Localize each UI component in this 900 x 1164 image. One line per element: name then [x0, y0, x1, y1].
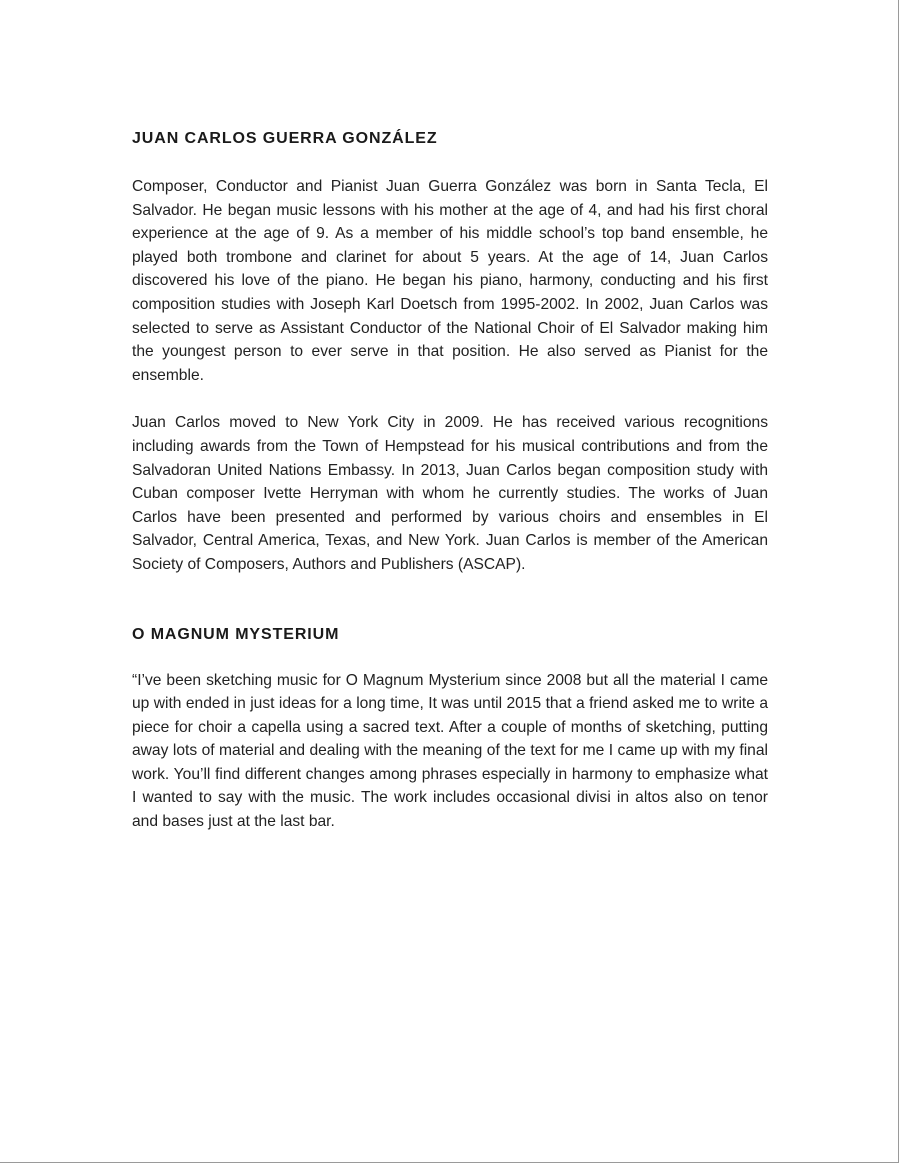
program-note-paragraph: “I’ve been sketching music for O Magnum Mysterium since 2008 but all the material I came up with ended in just ideas for a long time, It was until 2015 that a friend asked me to write a piece for choir a capella using a sacred text. After a couple of months of sketching, putting away lots of material and dealing with the meaning of the text for me I came up with my final work. You’ll find different changes among phrases especially in harmony to emphasize what I wanted to say with the music. The work includes occasional divisi in altos also on tenor and bases just at the last bar.	[132, 671, 768, 831]
page-content	[132, 128, 768, 834]
work-heading: O MAGNUM MYSTERIUM	[132, 625, 340, 643]
composer-heading: JUAN CARLOS GUERRA GONZÁLEZ	[132, 130, 438, 147]
biography-paragraph-1: Composer, Conductor and Pianist Juan Guerra González was born in Santa Tecla, El Salvador. He began music lessons with his mother at the age of 4, and had his first choral experience at the age of 9. As a member of his middle school’s top band ensemble, he played both trombone and clarinet for about 5 years. At the age of 14, Juan Carlos discovered his love of the piano. He began his piano, harmony, conducting and his first composition studies with Joseph Karl Doetsch from 1995-2002. In 2002, Juan Carlos was selected to serve as Assistant Conductor of the National Choir of El Salvador making him the youngest person to ever serve in that position. He also served as Pianist for the ensemble.	[132, 178, 768, 384]
biography-paragraph-2: Juan Carlos moved to New York City in 2009. He has received various recognitions including awards from the Town of Hempstead for his musical contributions and from the Salvadoran United Nations Embassy. In 2013, Juan Carlos began composition study with Cuban composer Ivette Herryman with whom he currently studies. The works of Juan Carlos have been presented and performed by various choirs and ensembles in El Salvador, Central America, Texas, and New York. Juan Carlos is member of the American Society of Composers, Authors and Publishers (ASCAP).	[132, 414, 768, 573]
